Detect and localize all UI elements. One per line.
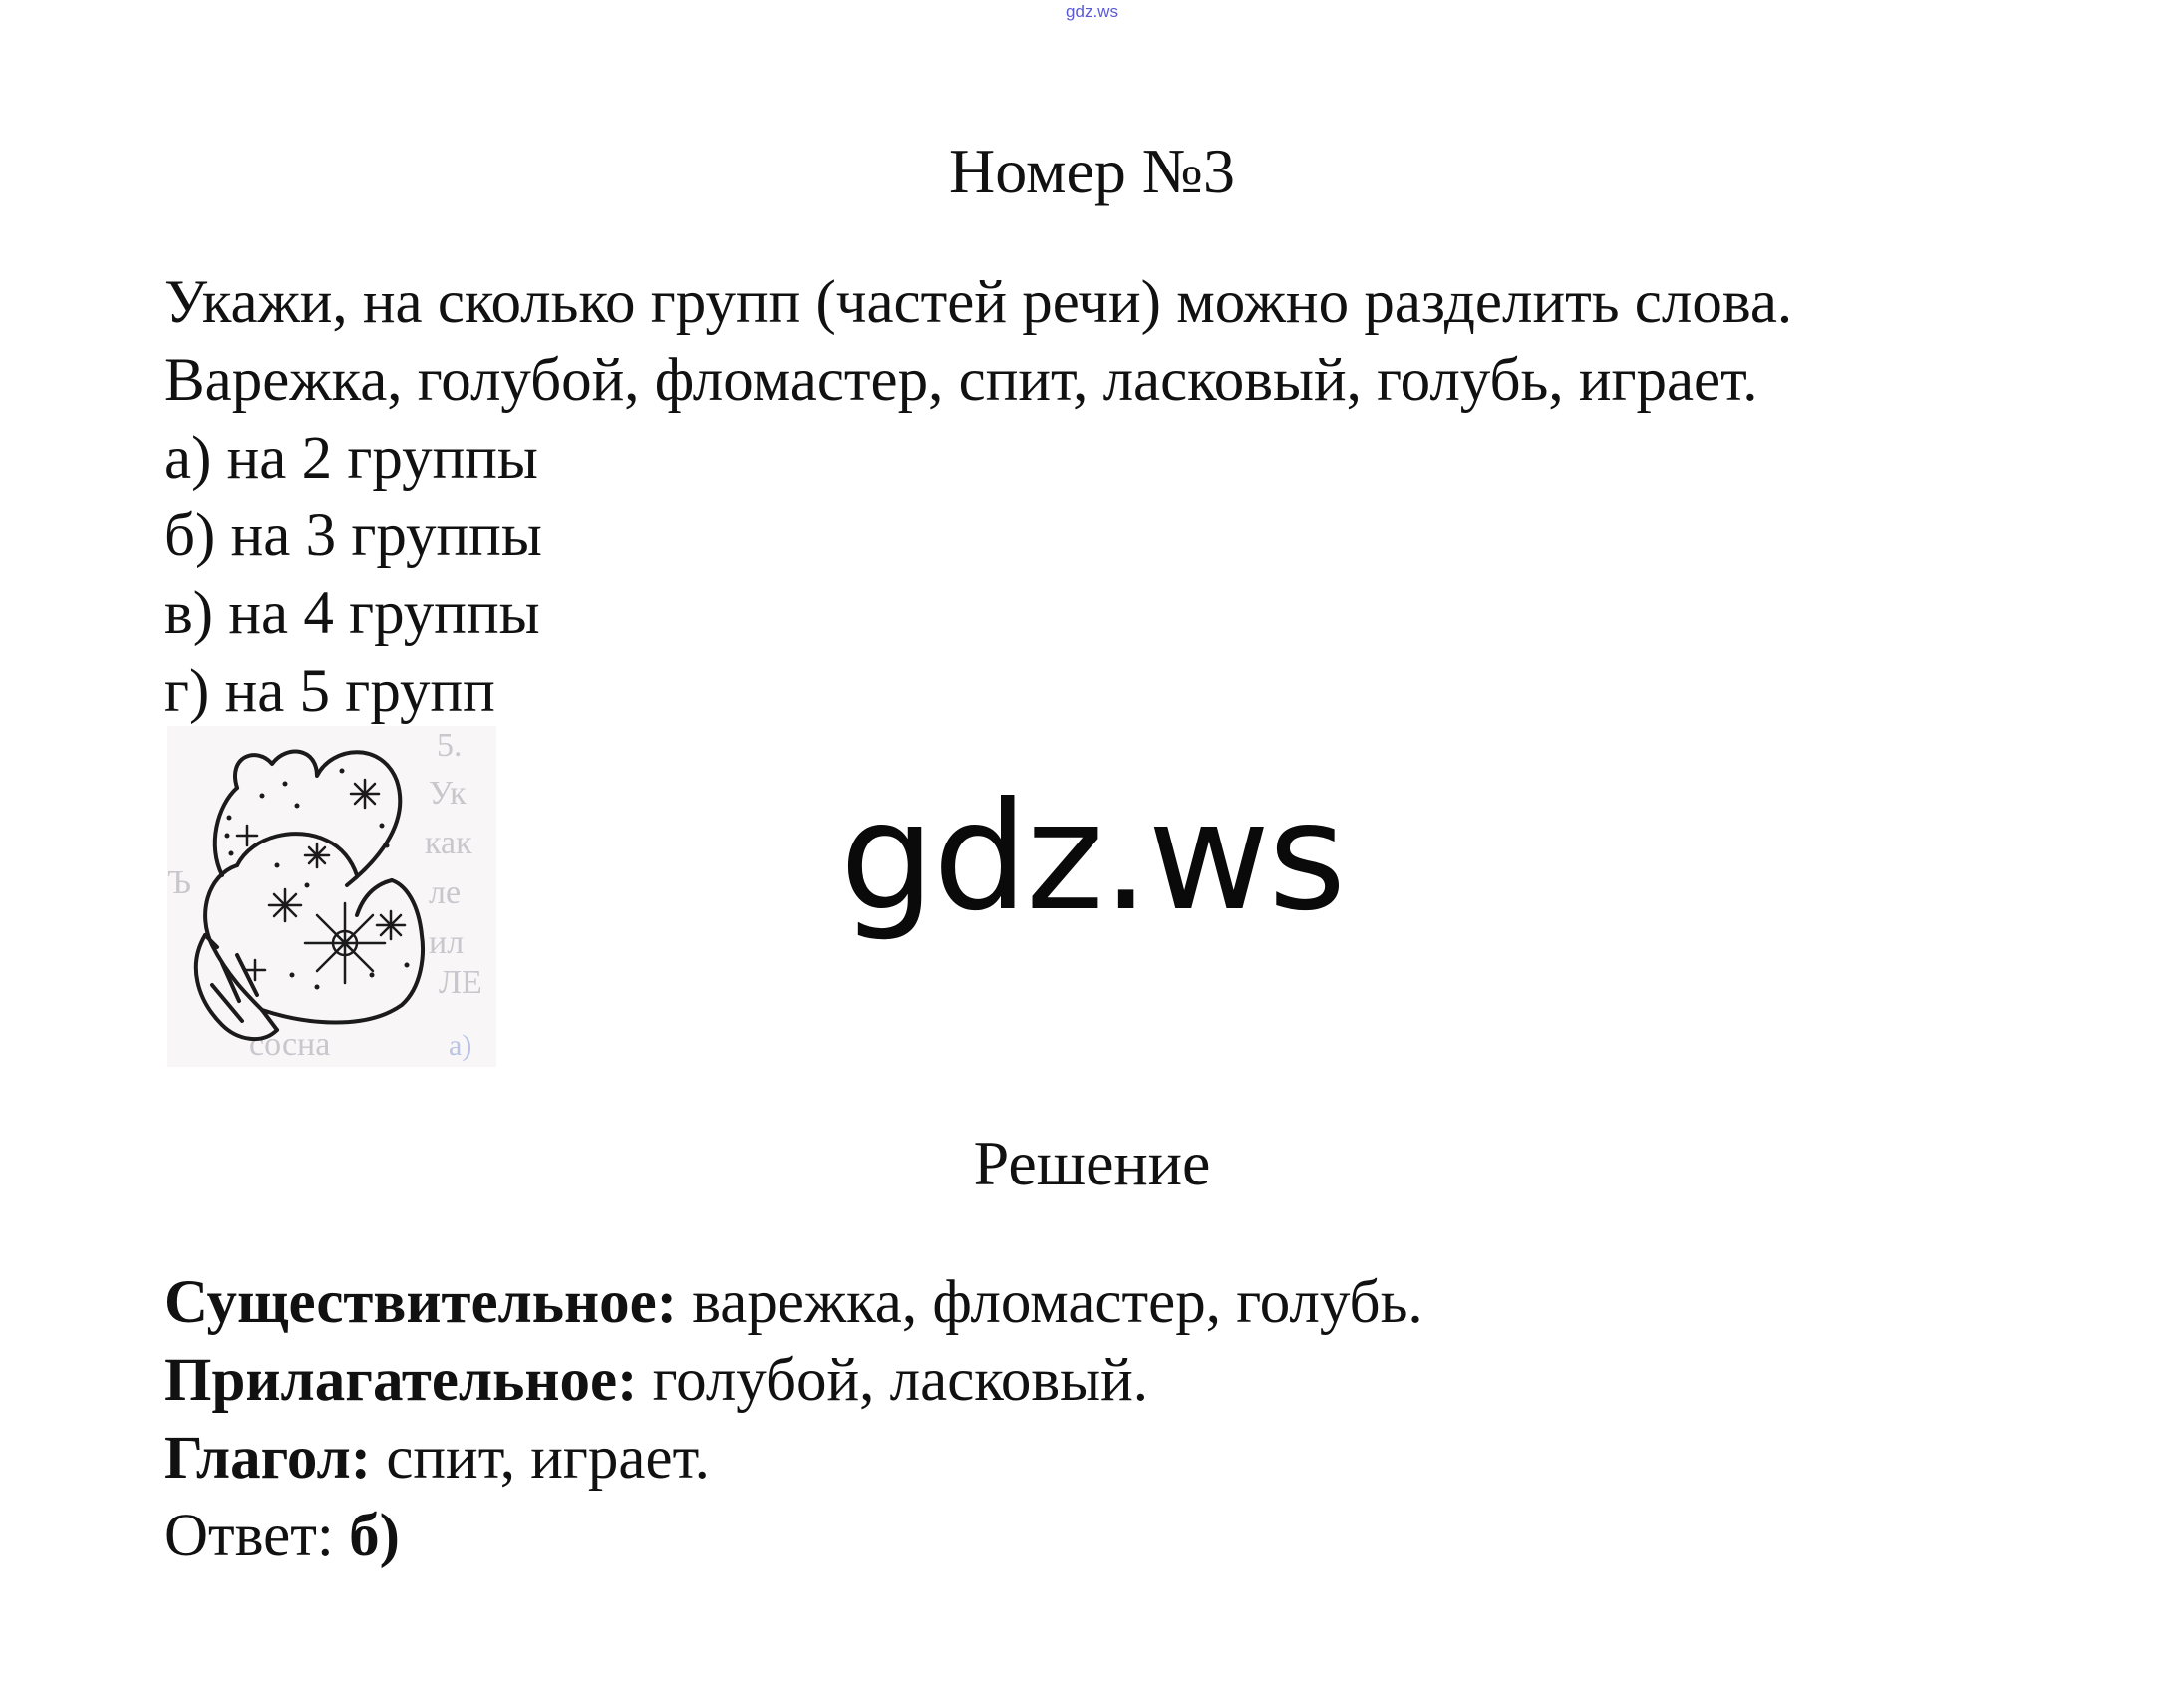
bg-text: Ук — [429, 775, 467, 812]
page-title: Номер №3 — [949, 136, 1235, 206]
solution-label: Глагол: — [164, 1425, 372, 1492]
bg-text: 5. — [437, 727, 463, 764]
bg-text: ил — [429, 924, 465, 961]
solution-title: Решение — [973, 1128, 1211, 1198]
option-d: г) на 5 групп — [164, 658, 495, 725]
solution-label: Прилагательное: — [164, 1347, 638, 1414]
solution-text: голубой, ласковый. — [637, 1347, 1148, 1414]
bg-text: как — [425, 825, 472, 861]
bg-text: сосна — [249, 1026, 331, 1063]
bg-text: ЛЕ — [439, 964, 482, 1001]
option-b: б) на 3 группы — [164, 503, 542, 569]
option-a: а) на 2 группы — [164, 425, 538, 492]
watermark-logo: gdz.ws — [839, 771, 1345, 944]
answer-label: Ответ: — [164, 1503, 350, 1569]
task-words: Варежка, голубой, фломастер, спит, ласковый, голубь, играет. — [164, 347, 1758, 414]
task-block — [164, 264, 2118, 731]
solution-block — [164, 1264, 2118, 1575]
solution-text: варежка, фломастер, голубь. — [677, 1269, 1423, 1336]
solution-line-noun — [164, 1264, 2118, 1342]
solution-label: Существительное: — [164, 1269, 678, 1336]
bg-text: Ъ — [167, 864, 192, 901]
solution-text: спит, играет. — [371, 1425, 710, 1492]
answer-line — [164, 1498, 2118, 1575]
solution-line-verb — [164, 1420, 2118, 1498]
task-question: Укажи, на сколько групп (частей речи) можно разделить слова. — [164, 269, 1793, 336]
solution-line-adjective — [164, 1342, 2118, 1420]
bg-text: а) — [449, 1029, 472, 1062]
site-link[interactable]: gdz.ws — [1066, 2, 1118, 21]
answer-value: б) — [349, 1503, 400, 1569]
bg-text: ле — [429, 874, 462, 911]
option-c: в) на 4 группы — [164, 580, 540, 647]
